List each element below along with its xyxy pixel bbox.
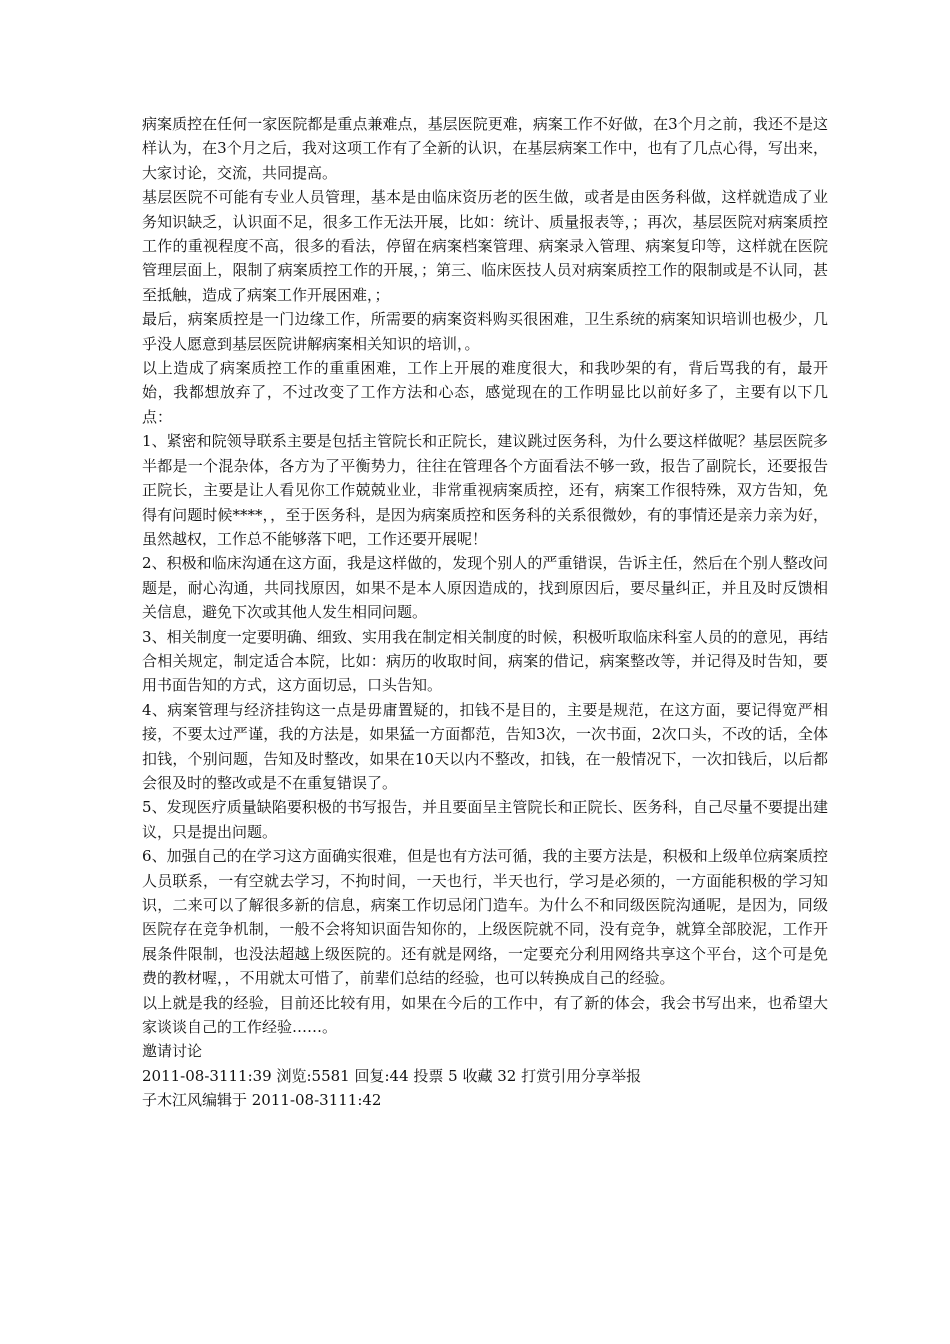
paragraph-point-6: 6、加强自己的在学习这方面确实很难，但是也有方法可循，我的主要方法是，积极和上级单位病案质控人员联系，一有空就去学习，不拘时间，一天也行，半天也行，学习是必须的，一方面能积极的学习知识，二来可以了解很多新的信息，病案工作切忌闭门造车。为什么不和同级医院沟通呢，是因为，同级医院存在竞争机制，一般不会将知识面告知你的，上级医院就不同，没有竞争，就算全部胶泥，工作开展条件限制，也没法超越上级医院的。还有就是网络，一定要充分利用网络共享这个平台，这个可是免费的教材喔，，不用就太可惜了，前辈们总结的经验，也可以转换成自己的经验。 <box>142 847 828 988</box>
paragraph-point-1: 1、紧密和院领导联系主要是包括主管院长和正院长，建议跳过医务科，为什么要这样做呢？基层医院多半都是一个混杂体，各方为了平衡势力，往往在管理各个方面看法不够一致，报告了副院长，还要报告正院长，主要是让人看见你工作兢兢业业，非常重视病案质控，还有，病案工作很特殊，双方告知，免得有问题时候****，，至于医务科，是因为病案质控和医务科的关系很微妙，有的事情还是亲力亲为好，虽然越权，工作总不能够落下吧，工作还要开展呢！ <box>142 432 828 548</box>
paragraph-problems: 基层医院不可能有专业人员管理，基本是由临床资历老的医生做，或者是由医务科做，这样就造成了业务知识缺乏，认识面不足，很多工作无法开展，比如：统计、质量报表等，；再次，基层医院对病案质控工作的重视程度不高，很多的看法，停留在病案档案管理、病案录入管理、病案复印等，这样就在医院管理层面上，限制了病案质控工作的开展，；第三、临床医技人员对病案质控工作的限制或是不认同，甚至抵触，造成了病案工作开展困难，； <box>142 188 828 304</box>
post-stats: 2011-08-3111:39 浏览:5581 回复:44 投票 5 收藏 32 打赏引用分享举报 <box>142 1066 642 1085</box>
document-body <box>142 112 828 1113</box>
paragraph-conclusion: 以上就是我的经验，目前还比较有用，如果在今后的工作中，有了新的体会，我会书写出来，也希望大家谈谈自己的工作经验……。 <box>142 993 828 1037</box>
paragraph-intro: 病案质控在任何一家医院都是重点兼难点，基层医院更难，病案工作不好做，在3个月之前，我还不是这样认为，在3个月之后，我对这项工作有了全新的认识，在基层病案工作中，也有了几点心得，写出来，大家讨论，交流，共同提高。 <box>142 115 828 182</box>
invite-discussion: 邀请讨论 <box>142 1042 203 1061</box>
paragraph-point-5: 5、发现医疗质量缺陷要积极的书写报告，并且要面呈主管院长和正院长、医务科，自己尽量不要提出建议，只是提出问题。 <box>142 798 828 841</box>
edit-note: 子木江风编辑于 2011-08-3111:42 <box>142 1091 382 1110</box>
paragraph-finally: 最后，病案质控是一门边缘工作，所需要的病案资料购买很困难，卫生系统的病案知识培训也极少，几乎没人愿意到基层医院讲解病案相关知识的培训，。 <box>142 310 828 353</box>
paragraph-point-4: 4、病案管理与经济挂钩这一点是毋庸置疑的，扣钱不是目的，主要是规范，在这方面，要记得宽严相接，不要太过严谨，我的方法是，如果猛一方面都范，告知3次，一次书面，2次口头，不改的话，全体扣钱，个别问题，告知及时整改，如果在10天以内不整改，扣钱，在一般情况下，一次扣钱后，以后都会很及时的整改或是不在重复错误了。 <box>142 700 828 792</box>
paragraph-summary: 以上造成了病案质控工作的重重困难，工作上开展的难度很大，和我吵架的有，背后骂我的有，最开始，我都想放弃了，不过改变了工作方法和心态，感觉现在的工作明显比以前好多了，主要有以下几点： <box>142 359 828 426</box>
paragraph-point-3: 3、相关制度一定要明确、细致、实用我在制定相关制度的时候，积极听取临床科室人员的的意见，再结合相关规定，制定适合本院，比如：病历的收取时间，病案的借记，病案整改等，并记得及时告知，要用书面告知的方式，这方面切忌，口头告知。 <box>142 627 828 695</box>
paragraph-point-2: 2、积极和临床沟通在这方面，我是这样做的，发现个别人的严重错误，告诉主任，然后在个别人整改问题是，耐心沟通，共同找原因，如果不是本人原因造成的，找到原因后，要尽量纠正，并且及时反馈相关信息，避免下次或其他人发生相同问题。 <box>142 554 828 622</box>
